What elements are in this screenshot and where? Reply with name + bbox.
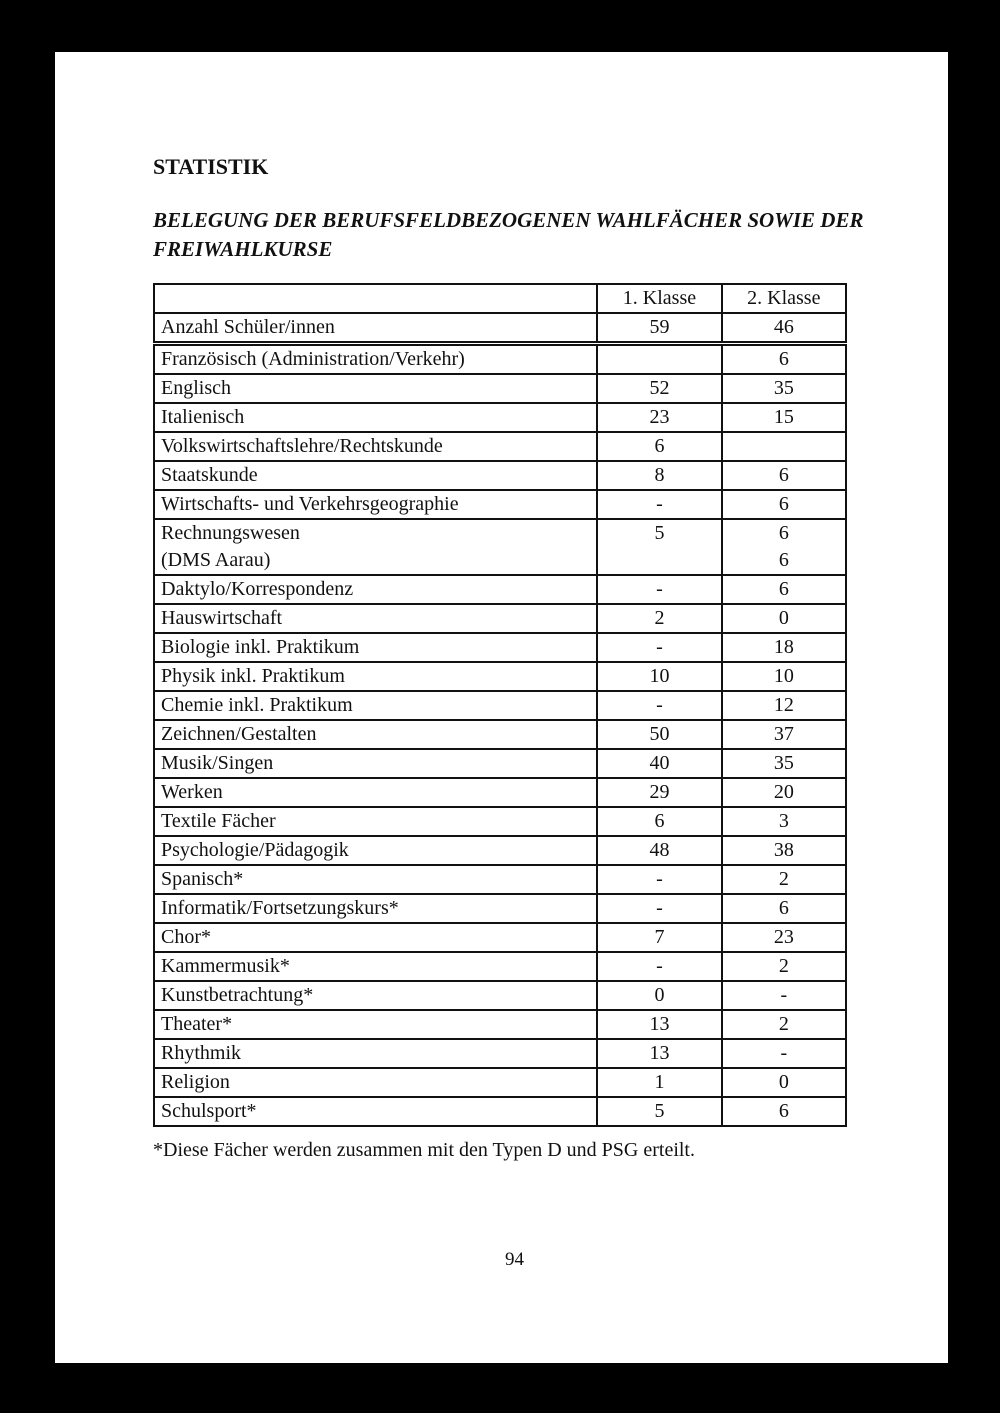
row-klasse-2-line: 18 (773, 636, 794, 658)
row-klasse-1-line: - (656, 493, 663, 515)
row-klasse-2-line: - (780, 1042, 788, 1064)
table-row (154, 720, 846, 749)
row-klasse-2-line: 35 (773, 752, 794, 774)
table-row (154, 403, 846, 432)
row-label (154, 519, 597, 575)
total-row (154, 313, 846, 344)
row-label-line: Theater* (161, 1013, 233, 1035)
row-klasse-2 (722, 461, 846, 490)
row-klasse-1 (597, 662, 721, 691)
table-row (154, 807, 846, 836)
row-klasse-1 (597, 778, 721, 807)
row-klasse-2 (722, 778, 846, 807)
row-label (154, 662, 597, 691)
row-klasse-1 (597, 981, 721, 1010)
row-label (154, 432, 597, 461)
row-klasse-2-line: 6 (778, 549, 789, 571)
table-row (154, 836, 846, 865)
table-row (154, 749, 846, 778)
row-klasse-1-line: 2 (654, 607, 665, 629)
row-label (154, 1068, 597, 1097)
row-label (154, 575, 597, 604)
header-cell-empty (154, 284, 597, 313)
table-row (154, 952, 846, 981)
row-klasse-1 (597, 403, 721, 432)
row-klasse-2-line: 6 (778, 578, 789, 600)
table-row (154, 575, 846, 604)
row-label-line: Englisch (161, 377, 231, 399)
row-label-line: Kunstbetrachtung* (161, 984, 314, 1006)
header-cell-klasse-2: 2. Klasse (722, 284, 846, 313)
row-klasse-2-line: 0 (778, 1071, 789, 1093)
row-klasse-1-line: 6 (654, 810, 665, 832)
row-klasse-1-line: 52 (649, 377, 670, 399)
row-klasse-2-line: 0 (778, 607, 789, 629)
row-label-line: (DMS Aarau) (161, 549, 271, 571)
row-label-line: Werken (161, 781, 223, 803)
row-klasse-2 (722, 865, 846, 894)
row-klasse-1-line: - (656, 694, 663, 716)
row-label (154, 403, 597, 432)
row-klasse-1 (597, 604, 721, 633)
row-label (154, 952, 597, 981)
row-label-line: Musik/Singen (161, 752, 274, 774)
row-klasse-2-line: 6 (778, 522, 789, 544)
total-label: Anzahl Schüler/innen (154, 313, 597, 344)
row-klasse-2-line: 6 (778, 1100, 789, 1122)
row-klasse-1 (597, 720, 721, 749)
table-row (154, 923, 846, 952)
row-klasse-1-line: - (656, 868, 663, 890)
row-klasse-1-line: - (656, 897, 663, 919)
row-label (154, 894, 597, 923)
row-klasse-1-line: 8 (654, 464, 665, 486)
row-label-line: Zeichnen/Gestalten (161, 723, 317, 745)
table-row (154, 662, 846, 691)
table-row (154, 1097, 846, 1126)
row-label-line: Religion (161, 1071, 230, 1093)
row-klasse-1-line (604, 346, 714, 373)
row-label-line: Kammermusik* (161, 955, 290, 977)
row-klasse-1 (597, 749, 721, 778)
row-klasse-1-line: 50 (649, 723, 670, 745)
row-klasse-1 (597, 865, 721, 894)
row-klasse-1 (597, 519, 721, 575)
row-klasse-2-line: 2 (778, 955, 789, 977)
row-label (154, 691, 597, 720)
row-klasse-1-line: 13 (649, 1042, 670, 1064)
row-label-line: Hauswirtschaft (161, 607, 283, 629)
row-klasse-1-line: 48 (649, 839, 670, 861)
table-row (154, 865, 846, 894)
row-klasse-1 (597, 575, 721, 604)
row-klasse-2 (722, 923, 846, 952)
row-klasse-1 (597, 923, 721, 952)
row-label-line: Volkswirtschaftslehre/Rechtskunde (161, 435, 443, 457)
row-klasse-1 (597, 490, 721, 519)
total-klasse-1: 59 (597, 313, 721, 344)
row-klasse-2 (722, 604, 846, 633)
table-row (154, 374, 846, 403)
row-klasse-2-line: 6 (778, 348, 789, 370)
row-klasse-1-line: 5 (654, 522, 665, 544)
document-page (55, 52, 948, 1363)
row-klasse-1-line: - (656, 578, 663, 600)
row-klasse-2 (722, 981, 846, 1010)
row-klasse-2-line: 38 (773, 839, 794, 861)
row-label-line: Wirtschafts- und Verkehrsgeographie (161, 493, 459, 515)
row-klasse-2 (722, 836, 846, 865)
row-label-line: Textile Fächer (161, 810, 276, 832)
row-klasse-2 (722, 749, 846, 778)
page-subtitle: BELEGUNG DER BERUFSFELDBEZOGENEN WAHLFÄCHER SOWIE DER FREIWAHLKURSE (153, 208, 864, 261)
row-label (154, 778, 597, 807)
row-klasse-1 (597, 1010, 721, 1039)
row-klasse-1 (597, 807, 721, 836)
row-klasse-2-line: 37 (773, 723, 794, 745)
row-klasse-1-line (604, 547, 714, 574)
row-klasse-2 (722, 807, 846, 836)
row-klasse-1 (597, 432, 721, 461)
table-header-row (154, 284, 846, 313)
row-klasse-2 (722, 403, 846, 432)
header-cell-klasse-1: 1. Klasse (597, 284, 721, 313)
row-klasse-1 (597, 461, 721, 490)
row-klasse-1-line: 23 (649, 406, 670, 428)
row-klasse-2 (722, 1039, 846, 1068)
row-klasse-1 (597, 344, 721, 375)
row-klasse-1-line: 0 (654, 984, 665, 1006)
row-label-line: Chor* (161, 926, 211, 948)
row-klasse-2 (722, 894, 846, 923)
row-klasse-2-line: 6 (778, 464, 789, 486)
row-klasse-2 (722, 344, 846, 375)
row-label-line: Informatik/Fortsetzungskurs* (161, 897, 399, 919)
row-label (154, 344, 597, 375)
table-row (154, 344, 846, 375)
row-klasse-2-line: 3 (778, 810, 789, 832)
row-label-line: Psychologie/Pädagogik (161, 839, 349, 861)
row-label (154, 490, 597, 519)
row-label (154, 461, 597, 490)
row-klasse-2 (722, 1010, 846, 1039)
row-klasse-2-line: 12 (773, 694, 794, 716)
row-klasse-2-line: 10 (773, 665, 794, 687)
row-klasse-1-line: 1 (654, 1071, 665, 1093)
row-label-line: Rechnungswesen (161, 522, 300, 544)
row-klasse-1 (597, 1068, 721, 1097)
table-row (154, 432, 846, 461)
footnote: *Diese Fächer werden zusammen mit den Typen D und PSG erteilt. (153, 1139, 695, 1161)
row-label-line: Schulsport* (161, 1100, 257, 1122)
table-row (154, 461, 846, 490)
row-klasse-1 (597, 691, 721, 720)
table-row (154, 1068, 846, 1097)
row-klasse-1-line: 29 (649, 781, 670, 803)
row-klasse-2-line (729, 433, 839, 460)
row-label (154, 1097, 597, 1126)
row-klasse-1 (597, 1097, 721, 1126)
row-label (154, 749, 597, 778)
table-row (154, 490, 846, 519)
row-label-line: Französisch (Administration/Verkehr) (161, 348, 465, 370)
row-klasse-2-line: - (780, 984, 788, 1006)
row-klasse-2-line: 2 (778, 868, 789, 890)
row-label (154, 836, 597, 865)
row-label-line: Spanisch* (161, 868, 244, 890)
table-row (154, 633, 846, 662)
row-klasse-1-line: 5 (654, 1100, 665, 1122)
table-row (154, 778, 846, 807)
row-klasse-2 (722, 952, 846, 981)
row-klasse-2-line: 15 (773, 406, 794, 428)
row-klasse-1-line: 13 (649, 1013, 670, 1035)
row-klasse-1 (597, 1039, 721, 1068)
row-klasse-2-line: 20 (773, 781, 794, 803)
row-label-line: Physik inkl. Praktikum (161, 665, 345, 687)
row-label-line: Staatskunde (161, 464, 258, 486)
row-klasse-1 (597, 633, 721, 662)
row-label (154, 1039, 597, 1068)
row-klasse-2-line: 6 (778, 493, 789, 515)
row-klasse-1-line: 6 (654, 435, 665, 457)
row-label (154, 865, 597, 894)
row-klasse-2-line: 6 (778, 897, 789, 919)
row-label (154, 633, 597, 662)
row-label (154, 923, 597, 952)
table-row (154, 1039, 846, 1068)
row-klasse-2 (722, 374, 846, 403)
row-klasse-1-line: - (656, 955, 663, 977)
row-label-line: Daktylo/Korrespondenz (161, 578, 354, 600)
row-label (154, 981, 597, 1010)
table-row (154, 691, 846, 720)
row-label (154, 604, 597, 633)
row-klasse-2 (722, 432, 846, 461)
row-klasse-1 (597, 836, 721, 865)
row-klasse-2 (722, 519, 846, 575)
row-klasse-2 (722, 662, 846, 691)
table-row (154, 1010, 846, 1039)
row-klasse-2 (722, 575, 846, 604)
row-klasse-2-line: 2 (778, 1013, 789, 1035)
row-klasse-1-line: 10 (649, 665, 670, 687)
row-klasse-1 (597, 374, 721, 403)
page-number: 94 (505, 1249, 524, 1270)
table-row (154, 604, 846, 633)
row-klasse-1-line: 40 (649, 752, 670, 774)
table-row (154, 981, 846, 1010)
row-klasse-2 (722, 1068, 846, 1097)
row-klasse-2 (722, 1097, 846, 1126)
row-klasse-2 (722, 691, 846, 720)
row-klasse-2 (722, 490, 846, 519)
row-label-line: Chemie inkl. Praktikum (161, 694, 353, 716)
row-label-line: Italienisch (161, 406, 245, 428)
row-label (154, 807, 597, 836)
row-klasse-1 (597, 952, 721, 981)
row-klasse-2 (722, 633, 846, 662)
statistics-table (153, 283, 847, 1127)
table-row (154, 894, 846, 923)
row-label (154, 374, 597, 403)
row-label-line: Biologie inkl. Praktikum (161, 636, 360, 658)
row-klasse-2-line: 35 (773, 377, 794, 399)
row-klasse-1-line: - (656, 636, 663, 658)
row-klasse-1 (597, 894, 721, 923)
row-klasse-2 (722, 720, 846, 749)
row-klasse-1-line: 7 (654, 926, 665, 948)
page-title: STATISTIK (153, 154, 269, 179)
row-klasse-2-line: 23 (773, 926, 794, 948)
total-klasse-2: 46 (722, 313, 846, 344)
row-label (154, 720, 597, 749)
row-label (154, 1010, 597, 1039)
table-row (154, 519, 846, 575)
row-label-line: Rhythmik (161, 1042, 242, 1064)
